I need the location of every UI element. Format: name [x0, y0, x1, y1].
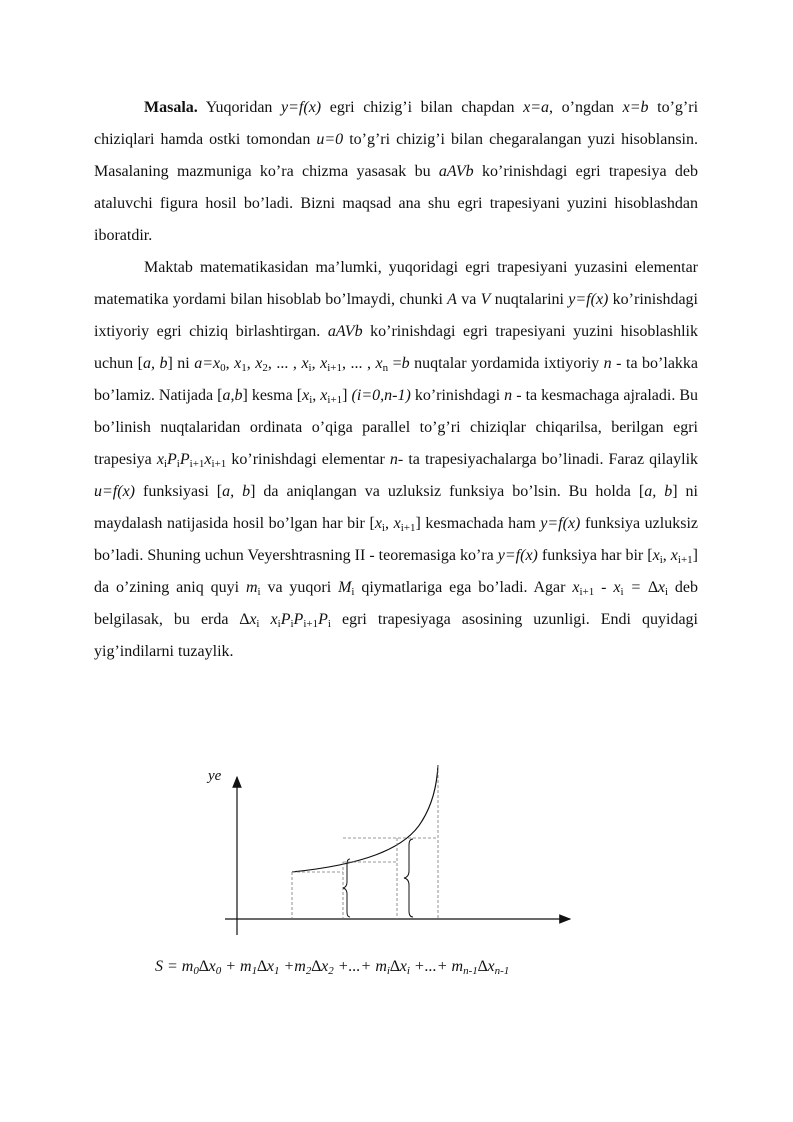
math-span: a,b: [222, 387, 243, 404]
subscript: i+1: [189, 458, 205, 470]
text-span: to’g’ri chizig’i bilan chegaralangan yuzi hisoblansin. Masalaning mazmuniga ko’ra chizma yasasak bu: [94, 131, 698, 180]
paragraph-explanation: [94, 252, 698, 668]
subscript: i: [176, 458, 180, 470]
math-span: y=f(x): [497, 547, 538, 564]
math-span: V: [480, 291, 491, 308]
formula-part: ∆x: [257, 958, 274, 975]
math-span: A: [447, 291, 457, 308]
formula-part: +...+ m: [409, 958, 464, 975]
text-span: funksiya har bir [: [537, 547, 653, 564]
math-span: x: [204, 451, 212, 468]
subscript: i: [664, 586, 669, 598]
math-span: x: [572, 579, 580, 596]
subscript: 2: [262, 362, 268, 374]
text-span: ] da o’zining aniq quyi: [94, 547, 698, 596]
math-span: x: [375, 355, 383, 372]
math-span: x: [374, 515, 382, 532]
text-span: [259, 611, 270, 628]
subscript: 0: [215, 965, 222, 977]
math-span: P: [179, 451, 190, 468]
subscript: 2: [305, 965, 312, 977]
subscript: i: [163, 458, 168, 470]
math-span: x=a: [523, 99, 550, 116]
subscript: 1: [251, 965, 258, 977]
y-axis-label: ye: [208, 768, 222, 784]
subscript: n-1: [463, 965, 478, 977]
subscript: i+1: [400, 522, 416, 534]
math-span: y=f(x): [568, 291, 609, 308]
text-span: ,: [246, 355, 256, 372]
subscript: i+1: [327, 394, 343, 406]
text-span: egri trapesiyaga asosining uzunligi. Endi quyidagi yig’indilarni tuzaylik.: [94, 611, 699, 660]
formula-part: +...+ m: [333, 958, 387, 975]
math-span: m: [245, 579, 258, 596]
curved-trapezoid-figure: [200, 765, 580, 945]
subscript: i: [277, 618, 281, 630]
math-span: u=f(x): [94, 483, 135, 500]
text-span: nuqtalar yordamida ixtiyoriy: [409, 355, 604, 372]
math-span: aAVb: [327, 323, 363, 340]
math-span: P: [318, 611, 328, 628]
math-span: x: [652, 547, 660, 564]
math-span: ∆x: [239, 611, 257, 628]
math-span: x=b: [622, 99, 649, 116]
subscript: 2: [328, 965, 334, 977]
math-span: x: [156, 451, 164, 468]
text-span: , ... ,: [342, 355, 376, 372]
text-span: Maktab matematikasidan ma’lumki, yuqoridagi egri trapesiyani yuzasini elementar matematika yordami bilan hisoblab bo’lmaydi, chunki: [94, 259, 698, 308]
math-span: x: [234, 355, 242, 372]
text-span: deb belgilasak, bu erda: [94, 579, 699, 628]
text-span: ]: [342, 387, 352, 404]
text-span: Yuqoridan: [197, 99, 282, 116]
text-span: va yuqori: [260, 579, 339, 596]
formula-part: +m: [279, 958, 306, 975]
math-span: P: [293, 611, 304, 628]
text-span: qiymatlariga ega bo’ladi. Agar: [354, 579, 573, 596]
math-span: n: [603, 355, 612, 372]
subscript: i: [257, 586, 261, 598]
math-span: x: [320, 387, 328, 404]
subscript: i: [620, 586, 624, 598]
formula-part: + m: [221, 958, 252, 975]
subscript: n: [382, 362, 389, 374]
subscript: i+1: [579, 586, 595, 598]
subscript: 0: [220, 362, 226, 374]
text-span: va: [456, 291, 481, 308]
math-span: aAVb: [438, 163, 474, 180]
math-span: n: [504, 387, 513, 404]
subscript: n-1: [494, 965, 510, 977]
subscript: i+1: [303, 618, 319, 630]
math-span: = ∆x: [623, 579, 665, 596]
math-span: a, b: [142, 355, 168, 372]
math-span: a, b: [222, 483, 251, 500]
math-span: y=f(x): [540, 515, 581, 532]
subscript: i+1: [211, 458, 227, 470]
math-span: x: [301, 355, 309, 372]
brace-upper: [404, 839, 413, 917]
text-span: - ta bo’lakka bo’lamiz. Natijada [: [94, 355, 699, 404]
formula-part: ∆x: [198, 958, 216, 975]
text-span: ko’rinishdagi ixtiyoriy egri chiziq birlashtirgan.: [94, 291, 698, 340]
text-span: =: [388, 355, 402, 372]
function-curve: [292, 765, 438, 872]
text-span: funksiya uzluksiz bo’ladi. Shuning uchun Veyershtrasning II - teoremasiga ko’ra: [94, 515, 698, 564]
subscript: 1: [274, 965, 280, 977]
text-span: - ta trapesiyachalarga bo’linadi. Faraz qilaylik: [397, 451, 699, 468]
math-span: - x: [594, 579, 621, 596]
brace-lower: [343, 859, 350, 917]
text-span: , ... ,: [267, 355, 302, 372]
formula-part: S = m: [155, 958, 194, 975]
math-span: x: [320, 355, 328, 372]
formula-part: ∆x: [311, 958, 329, 975]
text-span: nuqtalarini: [490, 291, 569, 308]
subscript: i: [351, 586, 355, 598]
body-text: [94, 92, 698, 668]
figure-drawing: [200, 765, 580, 945]
math-span: x: [393, 515, 401, 532]
text-span: ] da aniqlangan va uzluksiz funksiya bo’lsin. Bu holda [: [250, 483, 645, 500]
text-span: ] kesmachada ham: [415, 515, 541, 532]
text-span: - ta kesmachaga ajraladi. Bu bo’linish nuqtalaridan ordinata o’qiga parallel to’g’ri chiziqlar chiqarilsa, berilgan egri trapesiya: [94, 387, 699, 468]
text-span: ] ni maydalash natijasida hosil bo’lgan har bir [: [94, 483, 699, 532]
math-span: u=0: [316, 131, 344, 148]
text-span: ko’rinishdagi egri trapesiyani yuzini hisoblashlik uchun [: [94, 323, 699, 372]
subscript: i: [290, 618, 294, 630]
subscript: i+1: [677, 554, 693, 566]
math-span: n: [389, 451, 398, 468]
math-span: P: [280, 611, 291, 628]
subscript: i: [256, 618, 260, 630]
text-span: ,: [225, 355, 235, 372]
math-span: M: [338, 579, 352, 596]
subscript: i: [386, 965, 390, 977]
subscript: i: [381, 522, 385, 534]
math-span: x: [255, 355, 263, 372]
text-span: funksiyasi [: [135, 483, 223, 500]
subscript: 1: [241, 362, 247, 374]
text-span: ko’rinishdagi: [410, 387, 505, 404]
text-span: ,: [311, 355, 321, 372]
math-span: a, b: [644, 483, 673, 500]
text-span: , o’ngdan: [549, 99, 623, 116]
paragraph-problem: [94, 92, 698, 252]
subscript: i: [327, 618, 331, 630]
math-span: x: [270, 611, 278, 628]
subscript: i: [406, 965, 410, 977]
text-span: ] kesma [: [242, 387, 303, 404]
subscript: i: [659, 554, 663, 566]
sum-formula: [155, 958, 509, 976]
math-span: (i=0,n-1): [351, 387, 411, 404]
text-span: ko’rinishdagi elementar: [226, 451, 390, 468]
text-span: ,: [662, 547, 671, 564]
math-span: b: [401, 355, 410, 372]
text-span: ] ni: [167, 355, 195, 372]
text-span: to’g’ri chiziqlari hamda ostki tomondan: [94, 99, 699, 148]
text-span: ,: [312, 387, 321, 404]
formula-part: ∆x: [389, 958, 407, 975]
math-span: a=x: [194, 355, 221, 372]
subscript: i: [309, 394, 313, 406]
math-span: P: [167, 451, 177, 468]
text-span: egri chizig’i bilan chapdan: [321, 99, 524, 116]
problem-title: Masala.: [144, 99, 198, 116]
text-span: ,: [384, 515, 394, 532]
math-span: y=f(x): [281, 99, 322, 116]
math-span: x: [302, 387, 310, 404]
subscript: 0: [193, 965, 199, 977]
text-span: ko’rinishdagi egri trapesiya deb ataluvchi figura hosil bo’ladi. Bizni maqsad ana shu egri trapesiyani yuzini hisoblashdan iboratdir.: [94, 163, 698, 244]
math-span: x: [670, 547, 678, 564]
formula-part: ∆x: [477, 958, 495, 975]
subscript: i+1: [327, 362, 342, 374]
subscript: i: [308, 362, 312, 374]
